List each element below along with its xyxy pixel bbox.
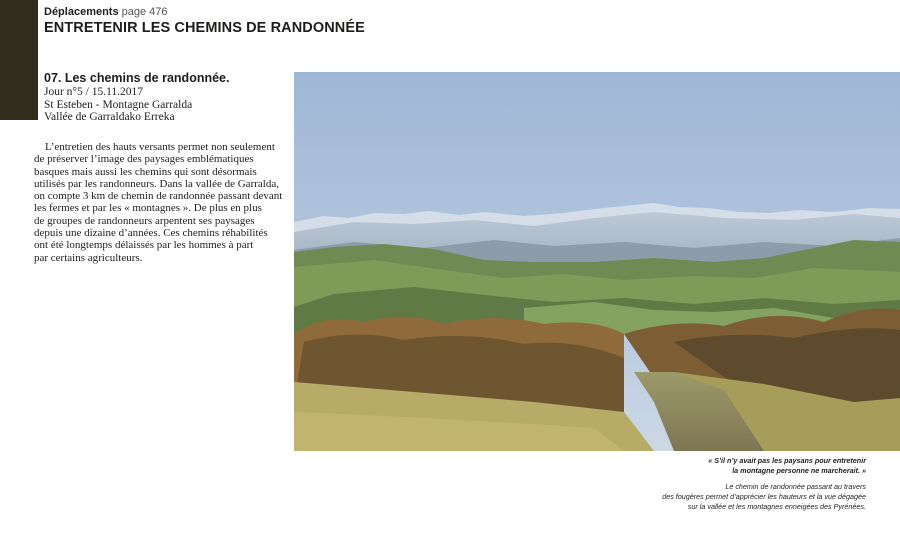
section-header [44, 6, 168, 19]
quote-line: la montagne personne ne marcherait. » [732, 466, 866, 475]
section-name: Déplacements [44, 6, 119, 18]
body-line: les fermes et par les « montagnes ». De plus en plus [34, 202, 262, 215]
body-line: on compte 3 km de chemin de randonnée passant devant [34, 190, 283, 203]
body-line: de préserver l’image des paysages emblématiques [34, 153, 254, 166]
chapter-title: 07. Les chemins de randonnée. [44, 71, 230, 85]
header-color-band [0, 0, 38, 120]
body-line: ont été longtemps délaissés par les hommes à part [34, 239, 254, 252]
chapter-route: St Esteben - Montagne Garralda [44, 98, 193, 111]
chapter-subheader [44, 71, 229, 124]
body-line: basques mais aussi les chemins qui sont désormais [34, 165, 257, 178]
body-line: L’entretien des hauts versants permet non seulement [45, 141, 275, 153]
body-line: de groupes de randonneurs arpentent ses paysages [34, 214, 255, 227]
photo-caption [662, 482, 866, 512]
quote-line: « S’il n’y avait pas les paysans pour entretenir [708, 456, 866, 465]
caption-line: sur la vallée et les montagnes enneigées des Pyrénées. [687, 502, 866, 511]
body-paragraph [34, 141, 283, 264]
page-reference: page 476 [121, 6, 168, 18]
body-line: depuis une dizaine d’années. Ces chemins réhabilités [34, 227, 268, 240]
body-line: par certains agriculteurs. [34, 251, 143, 264]
caption-line: Le chemin de randonnée passant au travers [725, 482, 866, 491]
quote [708, 456, 866, 476]
body-line: utilisés par les randonneurs. Dans la vallée de Garralda, [34, 177, 279, 190]
landscape-photo [294, 72, 900, 451]
chapter-day: Jour n°5 / 15.11.2017 [44, 86, 144, 98]
caption-line: des fougères permet d’apprécier les hauteurs et la vue dégagée [662, 492, 866, 501]
chapter-place: Vallée de Garraldako Erreka [44, 111, 175, 123]
page-title: ENTRETENIR LES CHEMINS DE RANDONNÉE [44, 20, 365, 36]
